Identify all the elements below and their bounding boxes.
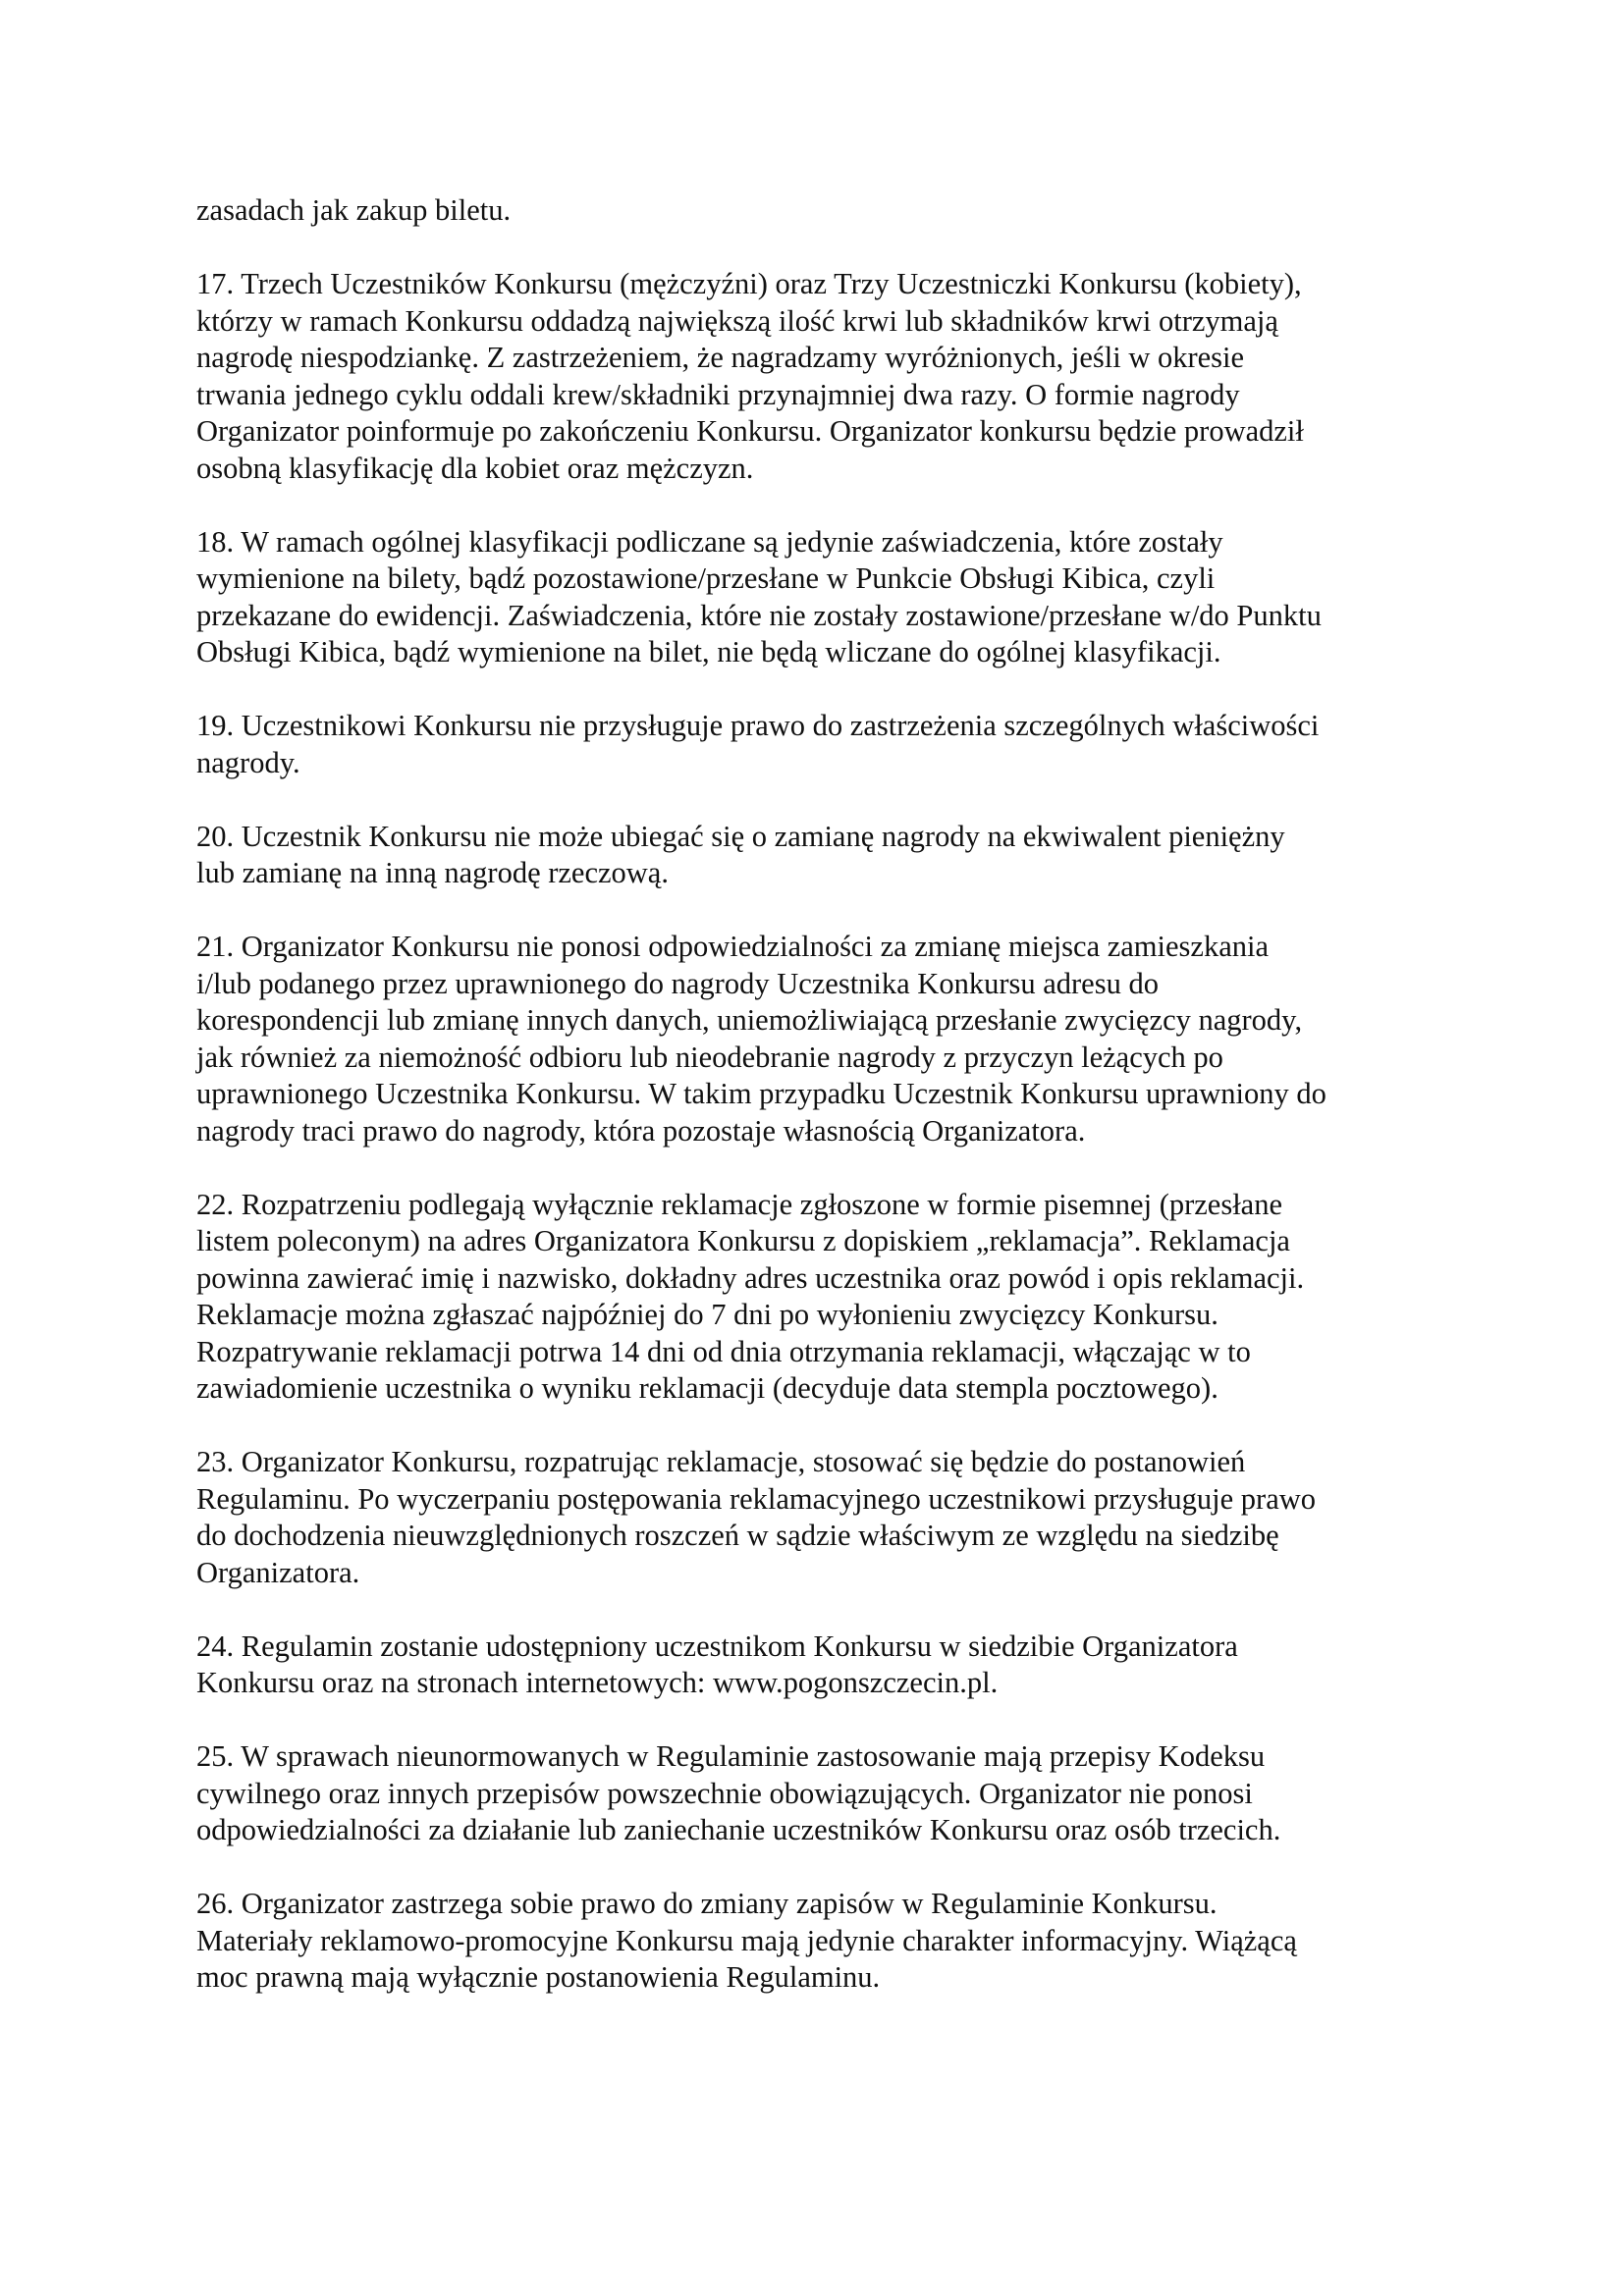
paragraph [196, 819, 1434, 892]
paragraph-line: trwania jednego cyklu oddali krew/składniki przynajmniej dwa razy. O formie nagrody [196, 377, 1240, 411]
paragraph-line: 20. Uczestnik Konkursu nie może ubiegać się o zamianę nagrody na ekwiwalent pieniężny [196, 819, 1285, 853]
paragraph [196, 1886, 1434, 1997]
paragraph-line: 26. Organizator zastrzega sobie prawo do zmiany zapisów w Regulaminie Konkursu. [196, 1887, 1218, 1920]
paragraph-line: Konkursu oraz na stronach internetowych: www.pogonszczecin.pl. [196, 1666, 999, 1699]
paragraph-line: 24. Regulamin zostanie udostępniony uczestnikom Konkursu w siedzibie Organizatora [196, 1629, 1238, 1663]
paragraph-line: jak również za niemożność odbioru lub nieodebranie nagrody z przyczyn leżących po [196, 1040, 1223, 1074]
paragraph-line: wymienione na bilety, bądź pozostawione/przesłane w Punkcie Obsługi Kibica, czyli [196, 561, 1216, 595]
paragraph [196, 929, 1434, 1149]
paragraph [196, 1738, 1434, 1849]
paragraph-line: odpowiedzialności za działanie lub zaniechanie uczestników Konkursu oraz osób trzecich. [196, 1813, 1281, 1846]
document-body [196, 192, 1434, 2033]
paragraph [196, 1444, 1434, 1591]
paragraph-line: 22. Rozpatrzeniu podlegają wyłącznie reklamacje zgłoszone w formie pisemnej (przesłane [196, 1187, 1282, 1221]
paragraph-line: cywilnego oraz innych przepisów powszechnie obowiązujących. Organizator nie ponosi [196, 1776, 1253, 1810]
paragraph-line: powinna zawierać imię i nazwisko, dokładny adres uczestnika oraz powód i opis reklamacji. [196, 1260, 1305, 1295]
paragraph-line: osobną klasyfikację dla kobiet oraz mężczyzn. [196, 451, 754, 485]
paragraph-line: 18. W ramach ogólnej klasyfikacji podliczane są jedynie zaświadczenia, które zostały [196, 524, 1223, 559]
paragraph-line: Regulaminu. Po wyczerpaniu postępowania reklamacyjnego uczestnikowi przysługuje prawo [196, 1481, 1317, 1516]
paragraph-line: którzy w ramach Konkursu oddadzą największą ilość krwi lub składników krwi otrzymają [196, 303, 1278, 338]
paragraph-line: nagrody. [196, 745, 300, 779]
paragraph-line: nagrody traci prawo do nagrody, która pozostaje własnością Organizatora. [196, 1113, 1086, 1148]
paragraph-line: Materiały reklamowo-promocyjne Konkursu mają jedynie charakter informacyjny. Wiążącą [196, 1923, 1297, 1957]
paragraph-line: 19. Uczestnikowi Konkursu nie przysługuje prawo do zastrzeżenia szczególnych właściwości [196, 709, 1320, 742]
paragraph [196, 266, 1434, 487]
paragraph-line: do dochodzenia nieuwzględnionych roszczeń w sądzie właściwym ze względu na siedzibę [196, 1519, 1279, 1552]
paragraph-line: korespondencji lub zmianę innych danych, uniemożliwiającą przesłanie zwycięzcy nagrody, [196, 1003, 1303, 1037]
paragraph-line: listem poleconym) na adres Organizatora Konkursu z dopiskiem „reklamacja”. Reklamacja [196, 1224, 1290, 1257]
paragraph-line: 17. Trzech Uczestników Konkursu (mężczyźni) oraz Trzy Uczestniczki Konkursu (kobiety), [196, 267, 1302, 300]
paragraph-line: 21. Organizator Konkursu nie ponosi odpowiedzialności za zmianę miejsca zamieszkania [196, 930, 1269, 963]
paragraph-line: i/lub podanego przez uprawnionego do nagrody Uczestnika Konkursu adresu do [196, 966, 1159, 1000]
paragraph-line: zasadach jak zakup biletu. [196, 193, 512, 227]
paragraph-line: Organizatora. [196, 1555, 360, 1589]
paragraph-line: Rozpatrywanie reklamacji potrwa 14 dni od dnia otrzymania reklamacji, włączając w to [196, 1334, 1251, 1368]
paragraph-line: moc prawną mają wyłącznie postanowienia Regulaminu. [196, 1960, 881, 1994]
paragraph-line: 23. Organizator Konkursu, rozpatrując reklamacje, stosować się będzie do postanowień [196, 1445, 1246, 1478]
paragraph-line: Reklamacje można zgłaszać najpóźniej do 7 dni po wyłonieniu zwycięzcy Konkursu. [196, 1298, 1218, 1331]
paragraph [196, 524, 1434, 671]
paragraph-line: lub zamianę na inną nagrodę rzeczową. [196, 856, 669, 889]
paragraph-line: zawiadomienie uczestnika o wyniku reklamacji (decyduje data stempla pocztowego). [196, 1371, 1218, 1405]
paragraph-line: uprawnionego Uczestnika Konkursu. W takim przypadku Uczestnik Konkursu uprawniony do [196, 1077, 1326, 1110]
paragraph [196, 1629, 1434, 1702]
paragraph-line: 25. W sprawach nieunormowanych w Regulaminie zastosowanie mają przepisy Kodeksu [196, 1739, 1266, 1773]
paragraph-line: przekazane do ewidencji. Zaświadczenia, które nie zostały zostawione/przesłane w/do Punktu [196, 598, 1322, 632]
paragraph [196, 708, 1434, 781]
paragraph-line: nagrodę niespodziankę. Z zastrzeżeniem, że nagradzamy wyróżnionych, jeśli w okresie [196, 341, 1245, 374]
paragraph [196, 192, 1434, 230]
paragraph-line: Obsługi Kibica, bądź wymienione na bilet, nie będą wliczane do ogólnej klasyfikacji. [196, 635, 1221, 668]
paragraph-line: Organizator poinformuje po zakończeniu Konkursu. Organizator konkursu będzie prowadził [196, 414, 1304, 448]
paragraph [196, 1187, 1434, 1408]
